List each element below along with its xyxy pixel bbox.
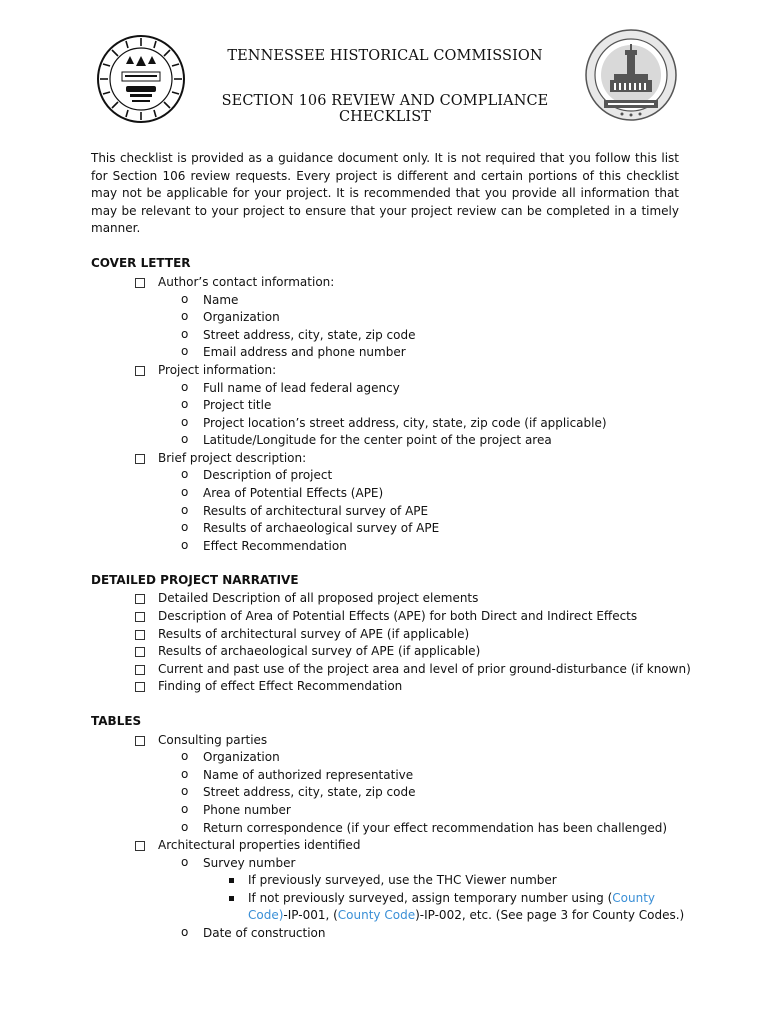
sub-sub-item: If previously surveyed, use the THC Viewer number <box>248 873 557 887</box>
sub-bullet: o <box>181 538 189 552</box>
checklist-item: Project information: <box>158 363 277 377</box>
section-heading-narrative: DETAILED PROJECT NARRATIVE <box>91 573 299 587</box>
sub-item: Street address, city, state, zip code <box>203 328 416 342</box>
county-code-link-2[interactable]: County Code <box>337 908 416 922</box>
section-heading-cover-letter: COVER LETTER <box>91 256 191 270</box>
sub-bullet: o <box>181 520 189 534</box>
sub-item: Results of architectural survey of APE <box>203 504 429 518</box>
sub-item: Results of archaeological survey of APE <box>203 521 440 535</box>
checklist-item: Finding of effect Effect Recommendation <box>158 679 403 693</box>
historical-commission-seal-icon <box>584 28 678 122</box>
tennessee-state-seal-icon <box>96 34 186 124</box>
sub-item: Organization <box>203 750 280 764</box>
sub-item: Survey number <box>203 856 296 870</box>
sub-bullet: o <box>181 309 189 323</box>
checklist-item: Brief project description: <box>158 451 307 465</box>
square-bullet-icon <box>229 878 234 883</box>
checkbox[interactable] <box>135 366 145 376</box>
checklist-item: Current and past use of the project area and level of prior ground-disturbance (if known) <box>158 662 691 676</box>
sub-bullet: o <box>181 467 189 481</box>
checklist-item: Architectural properties identified <box>158 838 361 852</box>
checklist-item: Results of archaeological survey of APE (if applicable) <box>158 644 481 658</box>
sub-sub-item <box>248 890 655 907</box>
checkbox[interactable] <box>135 594 145 604</box>
sub-item: Name of authorized representative <box>203 768 414 782</box>
sub-item: Phone number <box>203 803 291 817</box>
sub-item: Effect Recommendation <box>203 539 347 553</box>
page-title: TENNESSEE HISTORICAL COMMISSION <box>227 48 543 64</box>
sub-sub-item-text: )-IP-002, etc. (See page 3 for County Codes.) <box>415 908 685 922</box>
checkbox[interactable] <box>135 682 145 692</box>
checkbox[interactable] <box>135 630 145 640</box>
checkbox[interactable] <box>135 278 145 288</box>
checkbox[interactable] <box>135 647 145 657</box>
checkbox[interactable] <box>135 454 145 464</box>
sub-bullet: o <box>181 503 189 517</box>
sub-bullet: o <box>181 802 189 816</box>
page-subtitle: SECTION 106 REVIEW AND COMPLIANCE CHECKLIST <box>221 93 549 125</box>
sub-bullet: o <box>181 292 189 306</box>
sub-bullet: o <box>181 485 189 499</box>
sub-item: Date of construction <box>203 926 326 940</box>
sub-item: Project title <box>203 398 272 412</box>
county-link[interactable]: County <box>612 891 656 905</box>
sub-bullet: o <box>181 380 189 394</box>
sub-item: Description of project <box>203 468 333 482</box>
checkbox[interactable] <box>135 736 145 746</box>
intro-paragraph: This checklist is provided as a guidance document only. It is not required that you follow this list for Section 106 review requests. Every project is different and certain portions of this checklist may not be applicable for your project. It is recommended that you provide all information that may be relevant to your project to ensure that your project review can be completed in a timely manner. <box>91 151 679 236</box>
section-heading-tables: TABLES <box>91 714 142 728</box>
checkbox[interactable] <box>135 665 145 675</box>
sub-bullet: o <box>181 820 189 834</box>
checklist-item: Consulting parties <box>158 733 268 747</box>
sub-sub-item-continued <box>248 907 684 924</box>
checklist-item: Author’s contact information: <box>158 275 335 289</box>
sub-bullet: o <box>181 415 189 429</box>
county-code-link[interactable]: Code) <box>248 908 284 922</box>
checkbox[interactable] <box>135 612 145 622</box>
sub-bullet: o <box>181 855 189 869</box>
sub-bullet: o <box>181 767 189 781</box>
sub-bullet: o <box>181 784 189 798</box>
sub-bullet: o <box>181 925 189 939</box>
sub-bullet: o <box>181 432 189 446</box>
sub-item: Organization <box>203 310 280 324</box>
checklist-item: Detailed Description of all proposed project elements <box>158 591 479 605</box>
sub-bullet: o <box>181 749 189 763</box>
sub-item: Latitude/Longitude for the center point of the project area <box>203 433 552 447</box>
sub-item: Area of Potential Effects (APE) <box>203 486 384 500</box>
sub-item: Name <box>203 293 239 307</box>
sub-bullet: o <box>181 327 189 341</box>
sub-item: Project location’s street address, city, state, zip code (if applicable) <box>203 416 607 430</box>
sub-item: Full name of lead federal agency <box>203 381 400 395</box>
sub-bullet: o <box>181 397 189 411</box>
sub-item: Email address and phone number <box>203 345 406 359</box>
sub-sub-item-text: If not previously surveyed, assign temporary number using ( <box>248 891 613 905</box>
checklist-item: Results of architectural survey of APE (if applicable) <box>158 627 470 641</box>
sub-bullet: o <box>181 344 189 358</box>
square-bullet-icon <box>229 896 234 901</box>
sub-item: Return correspondence (if your effect recommendation has been challenged) <box>203 821 668 835</box>
sub-item: Street address, city, state, zip code <box>203 785 416 799</box>
sub-sub-item-text: -IP-001, ( <box>283 908 338 922</box>
checkbox[interactable] <box>135 841 145 851</box>
checklist-item: Description of Area of Potential Effects (APE) for both Direct and Indirect Effects <box>158 609 638 623</box>
